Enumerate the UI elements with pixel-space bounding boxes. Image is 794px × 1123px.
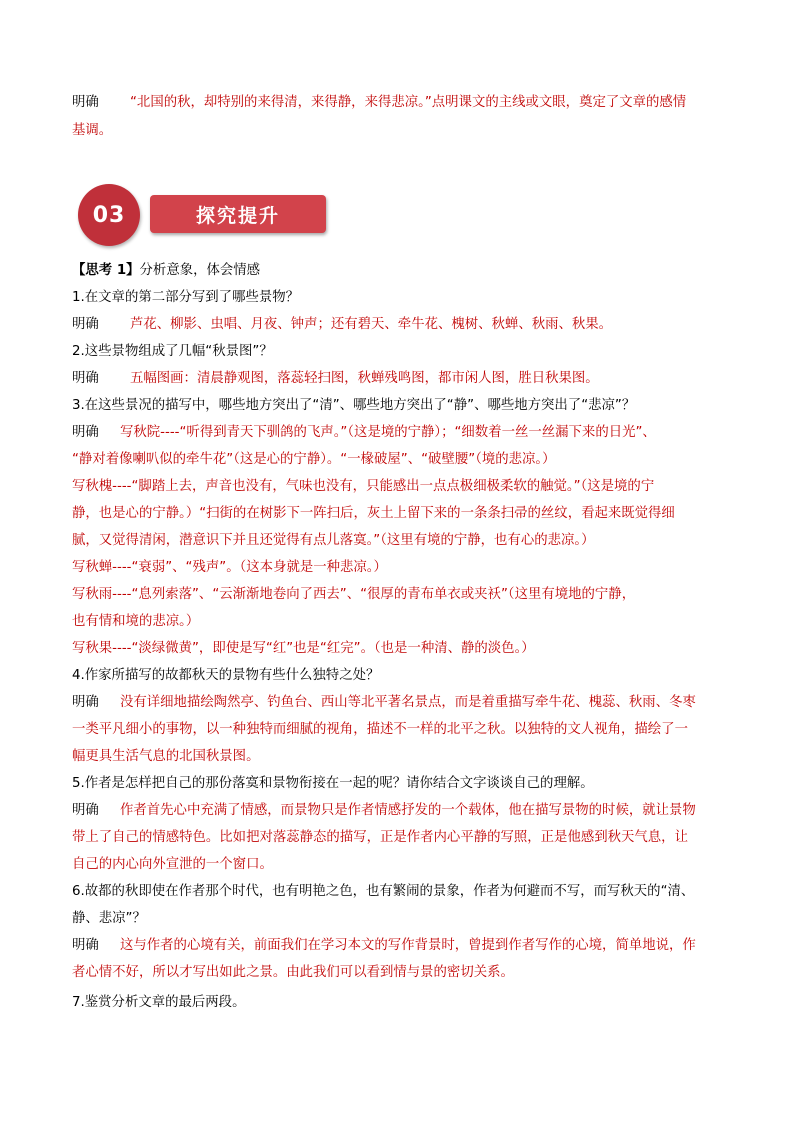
question-6-line-1: 6.故都的秋即使在作者那个时代，也有明艳之色，也有繁闹的景象，作者为何避而不写，而写秋天的“清、 [72, 884, 695, 899]
answer-3-line-7: 写秋雨----“息列索落”、“云渐渐地卷向了西去”、“很厚的青布单衣或夹袄”（这里有境地的宁静， [72, 587, 636, 602]
answer-4-text-1: 没有详细地描绘陶然亭、钓鱼台、西山等北平著名景点，而是着重描写牵牛花、槐蕊、秋雨、冬枣 [120, 695, 696, 710]
section-title: 探究提升 [195, 204, 280, 227]
intro-answer-text: “北国的秋，却特别的来得清，来得静，来得悲凉。”点明课文的主线或文眼，奠定了文章的感情 [130, 95, 687, 110]
answer-6-text-1: 这与作者的心境有关，前面我们在学习本文的写作背景时，曾提到作者写作的心境，简单地说，作 [120, 938, 696, 953]
answer-3-line-2: “静对着像喇叭似的牵牛花”（这是心的宁静）。“一椽破屋”、“破壁腰”（境的悲凉。） [72, 452, 556, 467]
answer-3-line-9: 写秋果----“淡绿微黄”，即使是写“红”也是“红完”。（也是一种清、静的淡色。） [72, 641, 535, 656]
section-title-banner [150, 195, 326, 233]
answer-label: 明确 [72, 425, 99, 440]
question-4: 4.作家所描写的故都秋天的景物有些什么独特之处？ [72, 668, 380, 683]
section-number-badge [78, 184, 140, 246]
answer-label: 明确 [72, 803, 99, 818]
answer-3-line-3: 写秋槐----“脚踏上去，声音也没有，气味也没有，只能感出一点点极细极柔软的触觉。”（这是境的宁 [72, 479, 655, 494]
answer-6-line-1 [72, 936, 732, 956]
intro-answer-line-1 [72, 93, 732, 113]
think-title: 分析意象，体会情感 [139, 263, 261, 278]
answer-4-line-3: 幅更具生活气息的北国秋景图。 [72, 749, 260, 764]
answer-1 [72, 315, 732, 335]
answer-3-line-1 [72, 423, 732, 443]
question-7: 7.鉴赏分析文章的最后两段。 [72, 995, 246, 1010]
question-3: 3.在这些景况的描写中，哪些地方突出了“清”、哪些地方突出了“静”、哪些地方突出了“悲凉”？ [72, 398, 636, 413]
answer-5-line-1 [72, 801, 732, 821]
answer-6-line-2: 者心情不好，所以才写出如此之景。由此我们可以看到情与景的密切关系。 [72, 965, 514, 980]
answer-3-line-4: 静，也是心的宁静。）“扫街的在树影下一阵扫后，灰土上留下来的一条条扫帚的丝纹，看起来既觉得细 [72, 506, 675, 521]
answer-label: 明确 [72, 95, 99, 110]
section-number: 03 [92, 202, 126, 228]
question-5: 5.作者是怎样把自己的那份落寞和景物衔接在一起的呢？请你结合文字谈谈自己的理解。 [72, 776, 594, 791]
answer-4-line-1 [72, 693, 732, 713]
think-heading [72, 261, 732, 281]
section-header [78, 184, 338, 244]
answer-5-line-3: 自己的内心向外宣泄的一个窗口。 [72, 857, 273, 872]
answer-3-line-5: 腻，又觉得清闲，潜意识下并且还觉得有点儿落寞。”（这里有境的宁静，也有心的悲凉。） [72, 533, 595, 548]
intro-answer-line-2: 基调。 [72, 123, 113, 138]
answer-4-line-2: 一类平凡细小的事物，以一种独特而细腻的视角，描述不一样的北平之秋。以独特的文人视角，描绘了一 [72, 722, 688, 737]
question-6-line-2: 静、悲凉”？ [72, 911, 146, 926]
answer-3-line-6: 写秋蝉----“衰弱”、“残声”。（这本身就是一种悲凉。） [72, 560, 387, 575]
answer-2 [72, 369, 732, 389]
answer-label: 明确 [72, 938, 99, 953]
question-1: 1.在文章的第二部分写到了哪些景物？ [72, 290, 300, 305]
answer-3-line-8: 也有情和境的悲凉。） [72, 614, 200, 629]
question-2: 2.这些景物组成了几幅“秋景图”？ [72, 344, 273, 359]
answer-label: 明确 [72, 695, 99, 710]
answer-label: 明确 [72, 371, 99, 386]
answer-label: 明确 [72, 317, 99, 332]
answer-3-text-1: 写秋院----“听得到青天下驯鸽的飞声。”（这是境的宁静）；“细数着一丝一丝漏下来的日光”、 [120, 425, 656, 440]
answer-5-text-1: 作者首先心中充满了情感，而景物只是作者情感抒发的一个载体，他在描写景物的时候，就让景物 [120, 803, 696, 818]
answer-1-text: 芦花、柳影、虫唱、月夜、钟声；还有碧天、牵牛花、槐树、秋蝉、秋雨、秋果。 [130, 317, 613, 332]
answer-2-text: 五幅图画：清晨静观图，落蕊轻扫图，秋蝉残鸣图，都市闲人图，胜日秋果图。 [130, 371, 599, 386]
think-tag: 【思考 1】 [72, 263, 140, 278]
answer-5-line-2: 带上了自己的情感特色。比如把对落蕊静态的描写，正是作者内心平静的写照，正是他感到秋天气息，让 [72, 830, 688, 845]
